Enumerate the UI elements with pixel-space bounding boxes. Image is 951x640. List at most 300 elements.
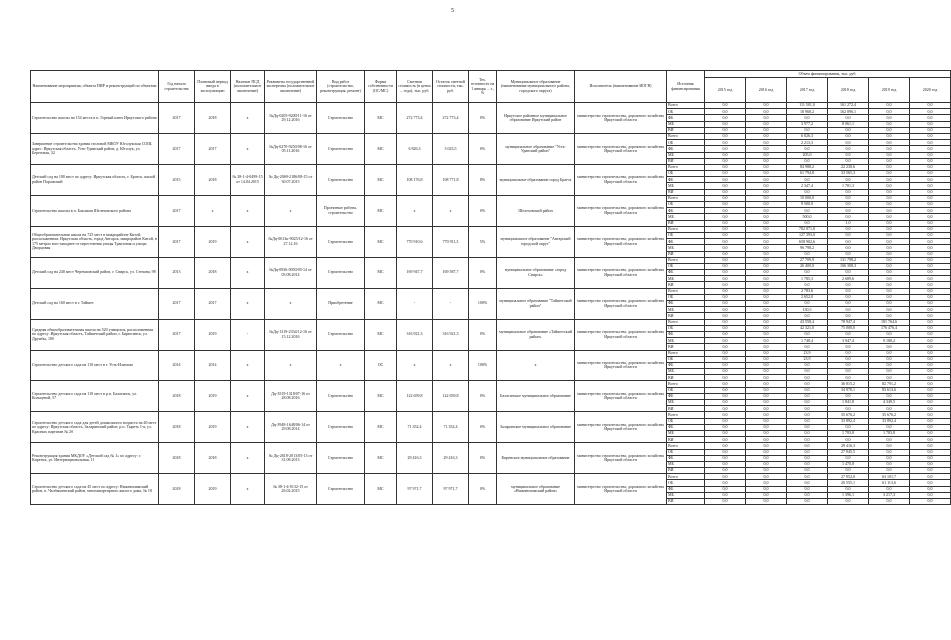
fin-value-cell: 0,0: [705, 449, 746, 455]
fin-value-cell: 0,0: [746, 177, 787, 183]
fin-source-cell: ВИ: [667, 282, 705, 288]
executor-cell: министерство строительства, дорожного хозяйства Иркутской области: [575, 350, 667, 381]
work-type-cell: Строительство: [317, 474, 365, 505]
remaining-cell: 122 659,8: [433, 381, 469, 412]
fin-value-cell: 0,0: [910, 202, 951, 208]
fin-value-cell: 0,0: [910, 245, 951, 251]
fin-value-cell: 0,0: [910, 319, 951, 325]
fin-value-cell: 0,0: [746, 362, 787, 368]
fin-value-cell: 0,0: [705, 350, 746, 356]
fin-value-cell: 0,0: [746, 499, 787, 505]
fin-value-cell: 0,0: [787, 461, 828, 467]
fin-value-cell: 0,0: [869, 189, 910, 195]
remaining-cell: х: [433, 195, 469, 226]
fin-value-cell: 3 217,3: [869, 492, 910, 498]
fin-source-cell: МБ: [667, 183, 705, 189]
fin-value-cell: 0,0: [787, 208, 828, 214]
fin-value-cell: 0,0: [910, 362, 951, 368]
fin-value-cell: 3 947,4: [828, 338, 869, 344]
fin-value-cell: 0,0: [910, 474, 951, 480]
fin-source-cell: ВИ: [667, 406, 705, 412]
object-name: Реконструкция здания МКДОУ «Детский сад № 1» по адресу: г. Киренск, ул. Интернациональная, 11: [31, 443, 159, 474]
fin-value-cell: 0,0: [869, 307, 910, 313]
fin-value-cell: 0,0: [869, 375, 910, 381]
fin-value-cell: 0,0: [705, 362, 746, 368]
fin-value-cell: 0,0: [910, 127, 951, 133]
fin-value-cell: 0,0: [910, 387, 951, 393]
municipality-cell: Заларинское муниципальное образование: [497, 412, 575, 443]
fin-value-cell: 0,0: [910, 486, 951, 492]
fin-value-cell: 0,0: [787, 344, 828, 350]
fin-value-cell: 0,0: [869, 282, 910, 288]
est-cost-cell: 316 921,3: [397, 319, 433, 350]
fin-value-cell: 34 978,1: [828, 387, 869, 393]
municipality-cell: муниципальное образование «Тайшетский район»: [497, 319, 575, 350]
municipality-cell: Шелеховский район: [497, 195, 575, 226]
object-name: Строительство школы в п. Баклаши Шелеховского района: [31, 195, 159, 226]
fin-source-cell: Всего: [667, 164, 705, 170]
fin-value-cell: 0,0: [910, 121, 951, 127]
year-start: 2014: [159, 350, 195, 381]
fin-value-cell: 0,0: [746, 140, 787, 146]
fin-value-cell: 0,0: [787, 474, 828, 480]
fin-source-cell: Всего: [667, 474, 705, 480]
header-name: Наименование мероприятия, объекта ПИР и реконструкций по объектам: [31, 71, 159, 103]
fin-value-cell: 0,0: [746, 146, 787, 152]
psd-cell: х: [231, 288, 265, 319]
fin-source-cell: Всего: [667, 350, 705, 356]
fin-value-cell: 0,0: [705, 263, 746, 269]
municipality-cell: муниципальное образование "Усть-Удинский район": [497, 133, 575, 164]
fin-value-cell: 33 892,4: [828, 418, 869, 424]
fin-value-cell: 0,0: [910, 325, 951, 331]
fin-value-cell: 0,0: [869, 350, 910, 356]
fin-value-cell: 0,0: [787, 220, 828, 226]
est-cost-cell: х: [397, 350, 433, 381]
fin-value-cell: 0,0: [746, 430, 787, 436]
fin-value-cell: 0,0: [787, 430, 828, 436]
fin-value-cell: 0,0: [746, 393, 787, 399]
fin-value-cell: 0,0: [869, 461, 910, 467]
fin-value-cell: 181 764,6: [869, 319, 910, 325]
fin-value-cell: 0,0: [828, 146, 869, 152]
fin-value-cell: 6 826,3: [787, 133, 828, 139]
fin-value-cell: 0,0: [910, 350, 951, 356]
fin-value-cell: 0,0: [746, 239, 787, 245]
fin-value-cell: 0,0: [828, 375, 869, 381]
municipality-cell: муниципальное образование город Братск: [497, 164, 575, 195]
object-name: Детский сад на 160 мест в г. Тайшет: [31, 288, 159, 319]
fin-value-cell: 0,0: [910, 344, 951, 350]
fin-value-cell: 0,0: [705, 177, 746, 183]
header-year-end: Плановый период ввода в эксплуатацию: [195, 71, 231, 103]
fin-value-cell: 0,0: [705, 400, 746, 406]
fin-value-cell: 0,0: [910, 492, 951, 498]
fin-value-cell: 0,0: [746, 400, 787, 406]
year-end: 2014: [195, 350, 231, 381]
fin-value-cell: 0,0: [869, 183, 910, 189]
fin-source-cell: ФБ: [667, 270, 705, 276]
fin-source-cell: Всего: [667, 257, 705, 263]
fin-value-cell: 0,0: [828, 313, 869, 319]
fin-value-cell: 0,0: [869, 239, 910, 245]
fin-value-cell: 0,0: [828, 245, 869, 251]
fin-source-cell: ОБ: [667, 356, 705, 362]
fin-value-cell: 0,0: [746, 158, 787, 164]
fin-value-cell: 0,0: [746, 387, 787, 393]
fin-value-cell: 0,0: [910, 480, 951, 486]
fin-value-cell: 0,0: [869, 177, 910, 183]
ownership-cell: МС: [365, 226, 397, 257]
fin-value-cell: 0,0: [705, 331, 746, 337]
fin-value-cell: 0,0: [828, 468, 869, 474]
fin-value-cell: 0,0: [828, 270, 869, 276]
fin-value-cell: 0,0: [910, 251, 951, 257]
fin-value-cell: 0,0: [705, 325, 746, 331]
fin-value-cell: 0,0: [828, 369, 869, 375]
psd-cell: -: [231, 319, 265, 350]
fin-value-cell: 0,0: [705, 195, 746, 201]
fin-value-cell: 0,0: [705, 492, 746, 498]
municipality-cell: муниципальное образование "Тайшетский район": [497, 288, 575, 319]
work-type-cell: Строительство: [317, 164, 365, 195]
fin-value-cell: 27 709,9: [787, 257, 828, 263]
fin-value-cell: 0,0: [910, 189, 951, 195]
fin-value-cell: 0,0: [705, 307, 746, 313]
fin-value-cell: 0,0: [746, 195, 787, 201]
fin-value-cell: 83 613,6: [869, 387, 910, 393]
fin-value-cell: 0,0: [910, 406, 951, 412]
fin-value-cell: 0,0: [910, 331, 951, 337]
remaining-cell: 272 773,4: [433, 103, 469, 134]
fin-value-cell: 0,0: [869, 424, 910, 430]
remaining-cell: 29 416,3: [433, 443, 469, 474]
fin-value-cell: 33 892,4: [869, 418, 910, 424]
header-year: 2017 год: [787, 78, 828, 103]
ownership-cell: МС: [365, 443, 397, 474]
fin-value-cell: 0,0: [746, 127, 787, 133]
psd-cell: х: [231, 474, 265, 505]
municipality-cell: Балаганское муниципальное образование: [497, 381, 575, 412]
fin-value-cell: 0,0: [746, 109, 787, 115]
fin-source-cell: ВИ: [667, 344, 705, 350]
readiness-cell: 0%: [469, 195, 497, 226]
fin-value-cell: 1 841,8: [828, 400, 869, 406]
fin-source-cell: Всего: [667, 226, 705, 232]
fin-value-cell: 0,0: [869, 455, 910, 461]
psd-cell: № 38-1-4-0499-15 от 14.04.2015: [231, 164, 265, 195]
readiness-cell: 0%: [469, 381, 497, 412]
fin-value-cell: 0,0: [746, 338, 787, 344]
ownership-cell: МС: [365, 195, 397, 226]
fin-value-cell: 0,0: [828, 307, 869, 313]
fin-value-cell: 0,0: [705, 245, 746, 251]
fin-value-cell: 0,0: [869, 393, 910, 399]
year-end: 2017: [195, 133, 231, 164]
fin-value-cell: 0,0: [746, 455, 787, 461]
fin-value-cell: 0,0: [869, 301, 910, 307]
header-year: 2015 год: [705, 78, 746, 103]
fin-value-cell: 0,0: [746, 369, 787, 375]
fin-value-cell: 0,0: [705, 109, 746, 115]
year-start: 2015: [159, 164, 195, 195]
fin-value-cell: 0,0: [869, 164, 910, 170]
fin-value-cell: 0,0: [787, 313, 828, 319]
fin-value-cell: 0,0: [828, 301, 869, 307]
fin-value-cell: 27 945,5: [828, 449, 869, 455]
work-type-cell: Строительство: [317, 319, 365, 350]
year-end: 2017: [195, 288, 231, 319]
fin-value-cell: 0,0: [787, 375, 828, 381]
fin-value-cell: 0,0: [705, 257, 746, 263]
fin-value-cell: 1 470,8: [828, 461, 869, 467]
fin-value-cell: 0,0: [828, 152, 869, 158]
fin-value-cell: 0,0: [705, 282, 746, 288]
fin-source-cell: ВИ: [667, 220, 705, 226]
fin-value-cell: 8 061,1: [828, 121, 869, 127]
fin-source-cell: ФБ: [667, 239, 705, 245]
table-body: [31, 103, 951, 505]
fin-value-cell: 1 396,1: [828, 492, 869, 498]
fin-value-cell: 0,0: [910, 338, 951, 344]
fin-value-cell: 0,0: [746, 189, 787, 195]
executor-cell: министерство строительства, дорожного хозяйства Иркутской области: [575, 226, 667, 257]
expertise-cell: Дц-3948-1648/06-14 от 29.08.2014: [265, 412, 317, 443]
fin-value-cell: 2 689,6: [828, 276, 869, 282]
page-number: 5: [451, 8, 454, 14]
executor-cell: министерство строительства, дорожного хозяйства Иркутской области: [575, 257, 667, 288]
fin-value-cell: 0,0: [828, 140, 869, 146]
object-name: Детский сад на 240 мест Черемховский район, г. Свирск, ул. Степана, 98: [31, 257, 159, 288]
fin-value-cell: 36 815,2: [828, 381, 869, 387]
fin-value-cell: 0,0: [705, 276, 746, 282]
fin-source-cell: ФБ: [667, 393, 705, 399]
fin-value-cell: 106 308,3: [828, 263, 869, 269]
municipality-cell: Киренское муниципальное образование: [497, 443, 575, 474]
year-end: 2019: [195, 381, 231, 412]
expertise-cell: №Дц-0270-9250/08-16 от 05.11.2016: [265, 133, 317, 164]
psd-cell: х: [231, 412, 265, 443]
fin-value-cell: 0,0: [705, 461, 746, 467]
ownership-cell: МС: [365, 319, 397, 350]
fin-value-cell: 0,0: [828, 177, 869, 183]
header-readiness: Тех. готовность на 1 января ... г., %: [469, 71, 497, 103]
fin-value-cell: 0,0: [705, 152, 746, 158]
fin-value-cell: 84 988,2: [787, 164, 828, 170]
fin-source-cell: Всего: [667, 103, 705, 109]
fin-value-cell: 0,0: [828, 486, 869, 492]
fin-source-cell: Всего: [667, 319, 705, 325]
fin-value-cell: 0,0: [869, 468, 910, 474]
fin-value-cell: 0,0: [746, 468, 787, 474]
fin-value-cell: 0,0: [787, 127, 828, 133]
fin-value-cell: 0,0: [746, 208, 787, 214]
fin-value-cell: 0,0: [787, 424, 828, 430]
fin-value-cell: 0,0: [787, 362, 828, 368]
psd-cell: х: [231, 195, 265, 226]
fin-value-cell: 0,0: [910, 375, 951, 381]
fin-value-cell: 0,0: [828, 344, 869, 350]
fin-value-cell: 0,0: [910, 171, 951, 177]
fin-value-cell: 0,0: [746, 202, 787, 208]
fin-source-cell: ОБ: [667, 387, 705, 393]
est-cost-cell: 169 947,7: [397, 257, 433, 288]
fin-value-cell: 0,0: [705, 171, 746, 177]
fin-value-cell: 782 871,8: [787, 226, 828, 232]
fin-value-cell: 0,0: [910, 146, 951, 152]
readiness-cell: 8%: [469, 164, 497, 195]
fin-value-cell: 0,0: [705, 356, 746, 362]
fin-value-cell: 0,0: [910, 152, 951, 158]
fin-value-cell: 0,0: [910, 449, 951, 455]
fin-value-cell: 0,0: [787, 455, 828, 461]
fin-source-cell: Всего: [667, 195, 705, 201]
remaining-cell: 97 971,7: [433, 474, 469, 505]
fin-value-cell: 0,0: [746, 245, 787, 251]
fin-value-cell: 0,0: [746, 375, 787, 381]
fin-value-cell: 0,0: [746, 251, 787, 257]
fin-value-cell: 61 794,8: [787, 171, 828, 177]
fin-source-cell: ОБ: [667, 232, 705, 238]
readiness-cell: 0%: [469, 412, 497, 443]
fin-value-cell: 0,0: [869, 140, 910, 146]
fin-value-cell: 33 565,3: [828, 171, 869, 177]
readiness-cell: 100%: [469, 350, 497, 381]
fin-value-cell: 23,9: [787, 350, 828, 356]
fin-value-cell: 0,0: [746, 344, 787, 350]
fin-value-cell: 0,0: [828, 127, 869, 133]
fin-value-cell: 0,0: [746, 437, 787, 443]
fin-value-cell: 0,0: [869, 313, 910, 319]
fin-value-cell: 0,0: [705, 486, 746, 492]
fin-value-cell: 0,0: [869, 344, 910, 350]
fin-value-cell: 0,0: [746, 331, 787, 337]
expertise-cell: Дц-3519-1318/07-16 от 28.08.2016: [265, 381, 317, 412]
fin-value-cell: 0,0: [869, 499, 910, 505]
header-fin-source: Источник финансирования: [667, 71, 705, 103]
fin-value-cell: 0,0: [746, 406, 787, 412]
fin-value-cell: 0,0: [910, 412, 951, 418]
fin-value-cell: 0,0: [705, 146, 746, 152]
fin-source-cell: ФБ: [667, 486, 705, 492]
fin-value-cell: 0,0: [869, 127, 910, 133]
header-fin-group: Объем финансирования, тыс. руб.: [705, 71, 951, 78]
fin-value-cell: 0,0: [869, 133, 910, 139]
psd-cell: х: [231, 443, 265, 474]
fin-value-cell: 0,0: [705, 301, 746, 307]
fin-value-cell: 0,0: [828, 232, 869, 238]
ownership-cell: МС: [365, 474, 397, 505]
object-name: Строительство детского сада на 45 мест по адресу: Нижнеилимский район, п. Чалбышевский район, многоквартирного жилого дома, № 18: [31, 474, 159, 505]
fin-value-cell: 0,0: [869, 449, 910, 455]
ownership-cell: МС: [365, 412, 397, 443]
est-cost-cell: 6 826,3: [397, 133, 433, 164]
fin-value-cell: 0,0: [746, 313, 787, 319]
fin-value-cell: 0,0: [705, 480, 746, 486]
fin-value-cell: 0,0: [787, 331, 828, 337]
fin-value-cell: 0,0: [910, 455, 951, 461]
fin-value-cell: 0,0: [705, 369, 746, 375]
fin-source-cell: ВИ: [667, 499, 705, 505]
year-start: 2018: [159, 443, 195, 474]
fin-value-cell: 96 798,2: [787, 245, 828, 251]
fin-value-cell: 0,0: [787, 443, 828, 449]
fin-value-cell: 0,0: [787, 369, 828, 375]
fin-value-cell: 22 230,6: [828, 164, 869, 170]
work-type-cell: Приобретение: [317, 288, 365, 319]
fin-value-cell: 0,0: [910, 195, 951, 201]
fin-value-cell: 2 783,6: [787, 288, 828, 294]
readiness-cell: 100%: [469, 288, 497, 319]
fin-value-cell: 0,0: [746, 226, 787, 232]
fin-value-cell: 2 347,4: [787, 183, 828, 189]
fin-value-cell: 0,0: [828, 437, 869, 443]
fin-value-cell: 2 213,3: [787, 140, 828, 146]
fin-value-cell: 0,0: [746, 103, 787, 109]
fin-source-cell: Всего: [667, 381, 705, 387]
fin-value-cell: 43 558,4: [787, 319, 828, 325]
work-type-cell: Строительство: [317, 412, 365, 443]
ownership-cell: ОС: [365, 350, 397, 381]
fin-value-cell: 0,0: [705, 443, 746, 449]
fin-value-cell: 0,0: [910, 369, 951, 375]
fin-value-cell: 0,0: [787, 158, 828, 164]
fin-value-cell: 0,0: [787, 115, 828, 121]
fin-value-cell: 0,0: [828, 115, 869, 121]
fin-value-cell: 9 188,2: [869, 338, 910, 344]
fin-source-cell: МБ: [667, 430, 705, 436]
fin-value-cell: 0,0: [910, 443, 951, 449]
fin-value-cell: 26 555,1: [828, 480, 869, 486]
fin-value-cell: 0,0: [705, 115, 746, 121]
fin-value-cell: 26 400,0: [787, 263, 828, 269]
year-end: 2018: [195, 103, 231, 134]
year-end: 2018: [195, 443, 231, 474]
fin-value-cell: 0,0: [869, 443, 910, 449]
fin-value-cell: 0,0: [746, 325, 787, 331]
fin-value-cell: 0,0: [910, 468, 951, 474]
fin-source-cell: ОБ: [667, 294, 705, 300]
fin-value-cell: 0,0: [869, 232, 910, 238]
psd-cell: х: [231, 133, 265, 164]
fin-value-cell: 131 798,2: [828, 257, 869, 263]
fin-value-cell: 0,0: [746, 461, 787, 467]
fin-value-cell: 0,0: [746, 257, 787, 263]
fin-value-cell: 0,0: [828, 331, 869, 337]
fin-value-cell: 0,0: [705, 430, 746, 436]
work-type-cell: х: [317, 350, 365, 381]
fin-value-cell: 0,0: [787, 387, 828, 393]
remaining-cell: 3 023,5: [433, 133, 469, 164]
fin-value-cell: 0,0: [746, 307, 787, 313]
fin-value-cell: 0,0: [787, 486, 828, 492]
fin-value-cell: 0,0: [705, 239, 746, 245]
fin-value-cell: 27 952,0: [828, 474, 869, 480]
fin-value-cell: 82 791,2: [869, 381, 910, 387]
fin-value-cell: 0,0: [910, 158, 951, 164]
readiness-cell: 0%: [469, 319, 497, 350]
fin-value-cell: 161 272,4: [828, 103, 869, 109]
fin-value-cell: 0,0: [869, 146, 910, 152]
fin-value-cell: 0,0: [705, 437, 746, 443]
fin-value-cell: 1 783,8: [869, 430, 910, 436]
fin-value-cell: 0,0: [869, 251, 910, 257]
fin-source-cell: ОБ: [667, 109, 705, 115]
fin-value-cell: 0,0: [705, 127, 746, 133]
expertise-cell: №Дц-0013к-9025/12-16 от 27.12.16: [265, 226, 317, 257]
fin-value-cell: 0,0: [746, 486, 787, 492]
fin-source-cell: ОБ: [667, 171, 705, 177]
